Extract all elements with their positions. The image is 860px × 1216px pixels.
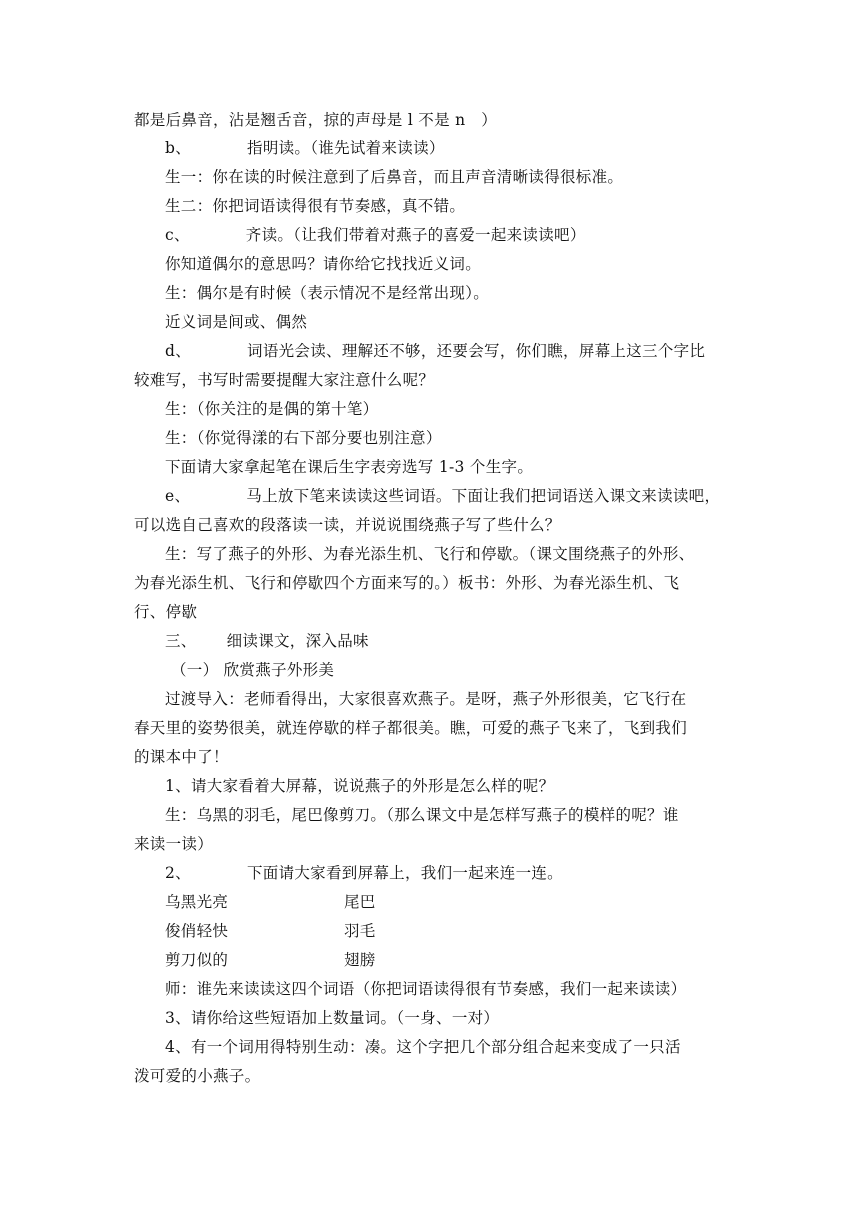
text-line: 可以选自己喜欢的段落读一读，并说说围绕燕子写了些什么？: [134, 516, 561, 534]
text-line: b、 指明读。（谁先试着来读读）: [165, 139, 445, 157]
text-line: 来读一读）: [134, 835, 214, 853]
text-line: 的课本中了！: [134, 748, 229, 766]
list-marker: e、: [165, 487, 191, 505]
text-line: 生：（你觉得漾的右下部分要也别注意）: [165, 429, 442, 447]
text-line: d、 词语光会读、理解还不够，还要会写，你们瞧，屏幕上这三个字比: [165, 342, 706, 360]
text-line: 3、请你给这些短语加上数量词。（一身、一对）: [165, 1009, 500, 1027]
text-line: 2、 下面请大家看到屏幕上，我们一起来连一连。: [165, 864, 563, 882]
text-line: e、 马上放下笔来读读这些词语。下面让我们把词语送入课文来读读吧，: [165, 487, 721, 505]
text-line: 生：乌黑的羽毛，尾巴像剪刀。（那么课文中是怎样写燕子的模样的呢？谁: [165, 806, 679, 824]
subsection-heading: （一） 欣赏燕子外形美: [171, 661, 335, 679]
text-line: 1、请大家看着大屏幕，说说燕子的外形是怎么样的呢？: [165, 777, 555, 795]
text-line: 近义词是间或、偶然: [165, 313, 308, 331]
text-line: 春天里的姿势很美，就连停歇的样子都很美。瞧，可爱的燕子飞来了，飞到我们: [134, 719, 688, 737]
text-line: 过渡导入：老师看得出，大家很喜欢燕子。是呀，燕子外形很美，它飞行在: [165, 690, 687, 708]
text-line: 下面请大家拿起笔在课后生字表旁选写 1-3 个生字。: [165, 458, 534, 476]
list-marker: 三、: [165, 632, 197, 650]
matching-row: 乌黑光亮 尾巴: [165, 893, 376, 911]
list-marker: d、: [165, 342, 192, 360]
text-line: 都是后鼻音，沾是翘舌音，掠的声母是 l 不是 n ）: [134, 111, 498, 129]
section-heading: 三、 细读课文，深入品味: [165, 632, 369, 650]
text-line: 为春光添生机、飞行和停歇四个方面来写的。）板书：外形、为春光添生机、飞: [134, 574, 680, 592]
text-line: 泼可爱的小燕子。: [134, 1067, 261, 1085]
text-line: 生一：你在读的时候注意到了后鼻音，而且声音清晰读得很标准。: [165, 168, 624, 186]
matching-row: 俊俏轻快 羽毛: [165, 922, 376, 940]
matching-row: 剪刀似的 翅膀: [165, 951, 376, 969]
text-line: 生：（你关注的是偶的第十笔）: [165, 400, 379, 418]
list-marker: c、: [165, 226, 190, 244]
text-line: 4、有一个词用得特别生动：凑。这个字把几个部分组合起来变成了一只活: [165, 1038, 681, 1056]
list-marker: b、: [165, 139, 192, 157]
text-line: 较难写，书写时需要提醒大家注意什么呢？: [134, 371, 435, 389]
text-line: 行、停歇: [134, 603, 198, 621]
text-line: c、 齐读。（让我们带着对燕子的喜爱一起来读读吧）: [165, 226, 586, 244]
text-line: 你知道偶尔的意思吗？请你给它找找近义词。: [165, 255, 482, 273]
list-marker: 2、: [165, 864, 191, 882]
text-line: 生：偶尔是有时候（表示情况不是经常出现）。: [165, 284, 490, 302]
text-line: 生二：你把词语读得很有节奏感，真不错。: [165, 197, 466, 215]
text-line: 师：谁先来读读这四个词语（你把词语读得很有节奏感，我们一起来读读）: [165, 980, 687, 998]
text-line: 生：写了燕子的外形、为春光添生机、飞行和停歇。（课文围绕燕子的外形、: [165, 545, 695, 563]
